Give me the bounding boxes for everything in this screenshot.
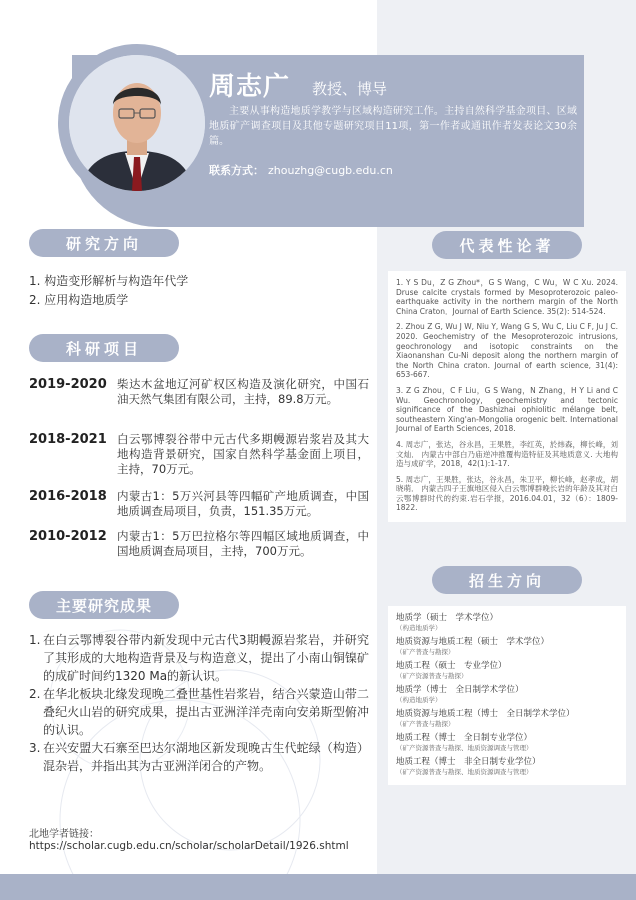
degree-item (396, 637, 618, 657)
degree-name: 地质工程（硕士 专业学位） (396, 661, 507, 671)
achievement-number: 1. (29, 633, 41, 647)
scholar-link[interactable]: https://scholar.cugb.edu.cn/scholar/scholarDetail/1926.shtml (29, 840, 349, 852)
section-recruit-heading: 招生方向 (432, 566, 582, 594)
contact-line (209, 162, 393, 178)
section-papers-heading: 代表性论著 (432, 231, 582, 259)
achievement-text: 在华北板块北缘发现晚二叠世基性岩浆岩，结合兴蒙造山带二叠纪火山岩的研究成果，提出古亚洲洋洋壳南向安弟斯型俯冲的认识。 (43, 687, 369, 737)
degree-specialty: （矿产资源普查与勘探、地质资源调查与管理） (396, 768, 533, 776)
achievement-text: 在白云鄂博裂谷带内新发现中元古代3期幔源岩浆岩，并研究了其形成的大地构造背景及与构造意义，提出了小南山铜镍矿的成矿时间约1320 Ma的新认识。 (43, 633, 369, 683)
paper-body: 内蒙古四子王旗地区侵入白云鄂博群晚长岩的年龄及其对白云鄂博群时代的约束.岩石学报，2016.04.01，32（6）：1809-1822. (396, 484, 619, 513)
degree-specialty: （构造地质学） (396, 696, 442, 704)
recruit-card (388, 606, 626, 785)
achievement-item (29, 739, 369, 775)
degree-specialty: （矿产普查与勘探） (396, 720, 455, 728)
achievements-list (29, 631, 369, 775)
footer-strip (0, 874, 636, 900)
person-title: 教授、博导 (312, 80, 388, 98)
degree-name: 地质学（硕士 学术学位） (396, 613, 499, 623)
paper-item (396, 322, 618, 380)
email-link[interactable]: zhouzhg@cugb.edu.cn (268, 164, 393, 177)
paper-item (396, 475, 618, 513)
degree-specialty: （构造地质学） (396, 624, 442, 632)
project-year: 2010-2012 (29, 529, 107, 544)
section-research-heading: 研究方向 (29, 229, 179, 257)
paper-authors: 2. Zhou Z G, Wu J W, Niu Y, Wang G S, Wu C, Liu C F, Ju J C. 2020. (396, 322, 618, 341)
portrait-photo (69, 55, 205, 191)
degree-specialty: （矿产普查与勘探） (396, 648, 455, 656)
scholar-link-label: 北地学者链接： (29, 829, 99, 840)
degree-item (396, 757, 618, 777)
achievement-item (29, 631, 369, 685)
degree-item (396, 613, 618, 633)
paper-item (396, 278, 618, 316)
papers-card (388, 271, 626, 522)
achievement-item (29, 685, 369, 739)
research-list (29, 272, 188, 310)
section-achievements-heading: 主要研究成果 (29, 591, 179, 619)
contact-label: 联系方式： (209, 164, 264, 177)
project-year: 2018-2021 (29, 432, 107, 447)
achievement-number: 3. (29, 741, 41, 755)
paper-body: Druse calcite crystals formed by Mesoproterozoic paleo-earthquake activity in the northern margin of the North China Craton．Journal of Earth Science. 35(2): 514-524. (396, 287, 618, 316)
paper-authors: 4. 周志广，张达，谷永昌，王果胜，李红英，於炜森，柳长峰，刘文灿． (396, 439, 618, 459)
project-year: 2016-2018 (29, 489, 107, 504)
degree-name: 地质工程（博士 非全日制专业学位） (396, 757, 541, 767)
degree-item (396, 709, 618, 729)
project-text: 内蒙古1：5万兴河县等四幅矿产地质调查，中国地质调查局项目，负责，151.35万元。 (117, 489, 369, 518)
degree-name: 地质资源与地质工程（博士 全日制学术学位） (396, 709, 575, 719)
project-text: 白云鄂博裂谷带中元古代多期幔源岩浆岩及其大地构造背景研究，国家自然科学基金面上项目，主持，70万元。 (117, 432, 369, 476)
research-item: 2. 应用构造地质学 (29, 293, 129, 307)
project-text: 柴达木盆地辽河矿权区构造及演化研究，中国石油天然气集团有限公司，主持，89.8万元。 (117, 377, 369, 406)
achievement-number: 2. (29, 687, 41, 701)
paper-body: Geochronology, geochemistry and tectonic significance of the Dashizhai ophiolitic mélange belt, southeastern Xing'an-Mongolia orogenic belt. International Journal of Earth Sciences, 2018. (396, 395, 618, 434)
degree-name: 地质资源与地质工程（硕士 学术学位） (396, 637, 550, 647)
degree-item (396, 685, 618, 705)
degree-specialty: （矿产资源普查与勘探） (396, 672, 468, 680)
paper-body: 内蒙古中部白乃庙逆冲推覆构造特征及其地质意义. 大地构造与成矿学，2018，42(1):1-17. (396, 449, 618, 469)
degree-name: 地质学（博士 全日制学术学位） (396, 685, 524, 695)
research-item: 1. 构造变形解析与构造年代学 (29, 274, 189, 288)
person-name: 周志广 (209, 72, 291, 102)
project-year: 2019-2020 (29, 377, 107, 392)
degree-item (396, 733, 618, 753)
profile-intro: 主要从事构造地质学教学与区域构造研究工作。主持自然科学基金项目、区域地质矿产调查项目及其他专题研究项目11项，第一作者或通讯作者发表论文30余篇。 (209, 106, 577, 147)
section-projects-heading: 科研项目 (29, 334, 179, 362)
paper-authors: 1. Y S Du，Z G Zhou*，G S Wang，C Wu，W C Xu. 2024. (396, 278, 618, 287)
degree-item (396, 661, 618, 681)
paper-item (396, 386, 618, 434)
degree-specialty: （矿产资源普查与勘探、地质资源调查与管理） (396, 744, 533, 752)
degree-name: 地质工程（博士 全日制专业学位） (396, 733, 533, 743)
paper-body: Geochemistry of the Mesoproterozoic intrusions, geochronology and isotopic constraints on the Xiaonanshan Cu-Ni deposit along the northern margin of the North China craton. Journal of earth science, 31(4): 653-667. (396, 331, 618, 380)
paper-authors: 5. 周志广，王果胜，张达，谷永昌，朱卫平，柳长峰，赵孝成，胡晓萌． (396, 474, 618, 494)
project-text: 内蒙古1：5万巴拉格尔等四幅区域地质调查，中国地质调查局项目，主持，700万元。 (117, 529, 369, 558)
paper-authors: 3. Z G Zhou，C F Liu，G S Wang，N Zhang，H Y Li and C Wu. (396, 385, 618, 405)
paper-item (396, 440, 618, 469)
achievement-text: 在兴安盟大石寨至巴达尔湖地区新发现晚古生代蛇绿（构造）混杂岩，并指出其为古亚洲洋闭合的产物。 (43, 741, 369, 773)
